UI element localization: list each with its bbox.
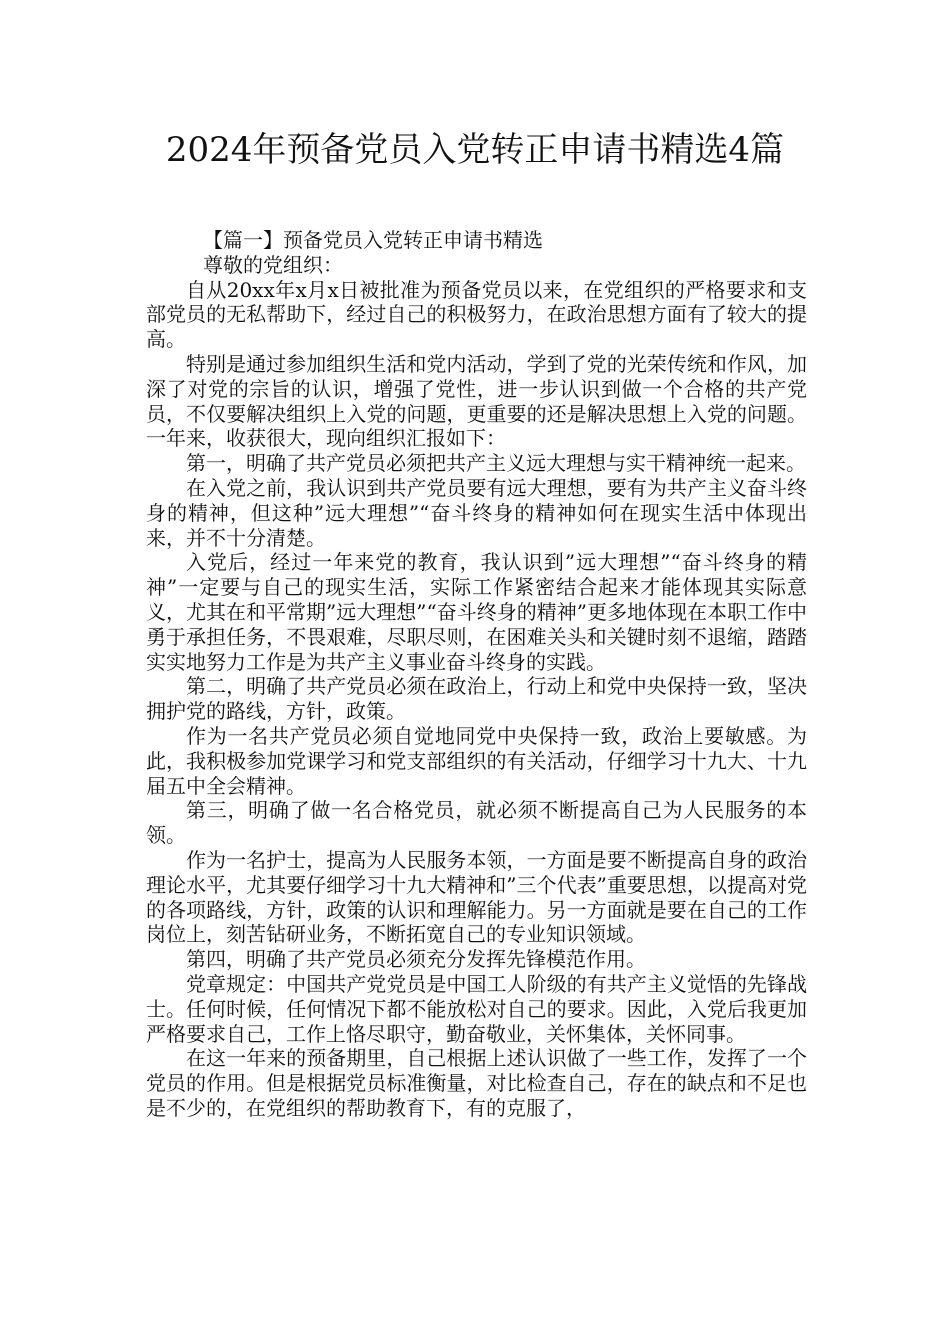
paragraph: 第三，明确了做一名合格党员，就必须不断提高自己为人民服务的本领。 [146, 798, 807, 848]
paragraph: 在这一年来的预备期里，自己根据上述认识做了一些工作，发挥了一个党员的作用。但是根据党员标准衡量，对比检查自己，存在的缺点和不足也是不少的，在党组织的帮助教育下，有的克服了， [146, 1046, 807, 1120]
paragraph: 入党后，经过一年来党的教育，我认识到”远大理想”“奋斗终身的精神”一定要与自己的现实生活，实际工作紧密结合起来才能体现其实际意义，尤其在和平常期”远大理想”“奋斗终身的精神”更多地体现在本职工作中勇于承担任务，不畏艰难，尽职尽则，在困难关头和关键时刻不退缩，踏踏实实地努力工作是为共产主义事业奋斗终身的实践。 [146, 550, 807, 674]
document-body [146, 228, 807, 1121]
paragraph: 第一，明确了共产党员必须把共产主义远大理想与实干精神统一起来。 [186, 451, 806, 476]
paragraph: 在入党之前，我认识到共产党员要有远大理想，要有为共产主义奋斗终身的精神，但这种”远大理想”“奋斗终身的精神如何在现实生活中体现出来，并不十分清楚。 [146, 475, 807, 550]
section-heading: 【篇一】预备党员入党转正申请书精选 [203, 228, 543, 252]
paragraph: 党章规定：中国共产党党员是中国工人阶级的有共产主义觉悟的先锋战士。任何时候，任何情况下都不能放松对自己的要求。因此，入党后我更加严格要求自己，工作上恪尽职守，勤奋敬业，关怀集体，关怀同事。 [146, 971, 807, 1046]
paragraph: 第四，明确了共产党员必须充分发挥先锋模范作用。 [186, 947, 646, 972]
paragraph: 作为一名共产党员必须自觉地同党中央保持一致，政治上要敏感。为此，我积极参加党课学习和党支部组织的有关活动，仔细学习十九大、十九届五中全会精神。 [146, 723, 807, 798]
paragraph: 自从20xx年x月x日被批准为预备党员以来，在党组织的严格要求和支部党员的无私帮助下，经过自己的积极努力，在政治思想方面有了较大的提高。 [146, 277, 807, 352]
paragraph: 第二，明确了共产党员必须在政治上，行动上和党中央保持一致，坚决拥护党的路线，方针，政策。 [146, 674, 807, 724]
paragraph: 特别是通过参加组织生活和党内活动，学到了党的光荣传统和作风，加深了对党的宗旨的认识，增强了党性，进一步认识到做一个合格的共产党员，不仅要解决组织上入党的问题，更重要的还是解决思想上入党的问题。一年来，收获很大，现向组织汇报如下： [146, 351, 807, 451]
paragraph: 作为一名护士，提高为人民服务本领，一方面是要不断提高自身的政治理论水平，尤其要仔细学习十九大精神和”三个代表”重要思想，以提高对党的各项路线，方针，政策的认识和理解能力。另一方面就是要在自己的工作岗位上，刻苦钻研业务，不断拓宽自己的专业知识领域。 [146, 847, 807, 947]
salutation: 尊敬的党组织： [203, 252, 343, 277]
page-title: 2024年预备党员入党转正申请书精选4篇 [165, 130, 785, 170]
